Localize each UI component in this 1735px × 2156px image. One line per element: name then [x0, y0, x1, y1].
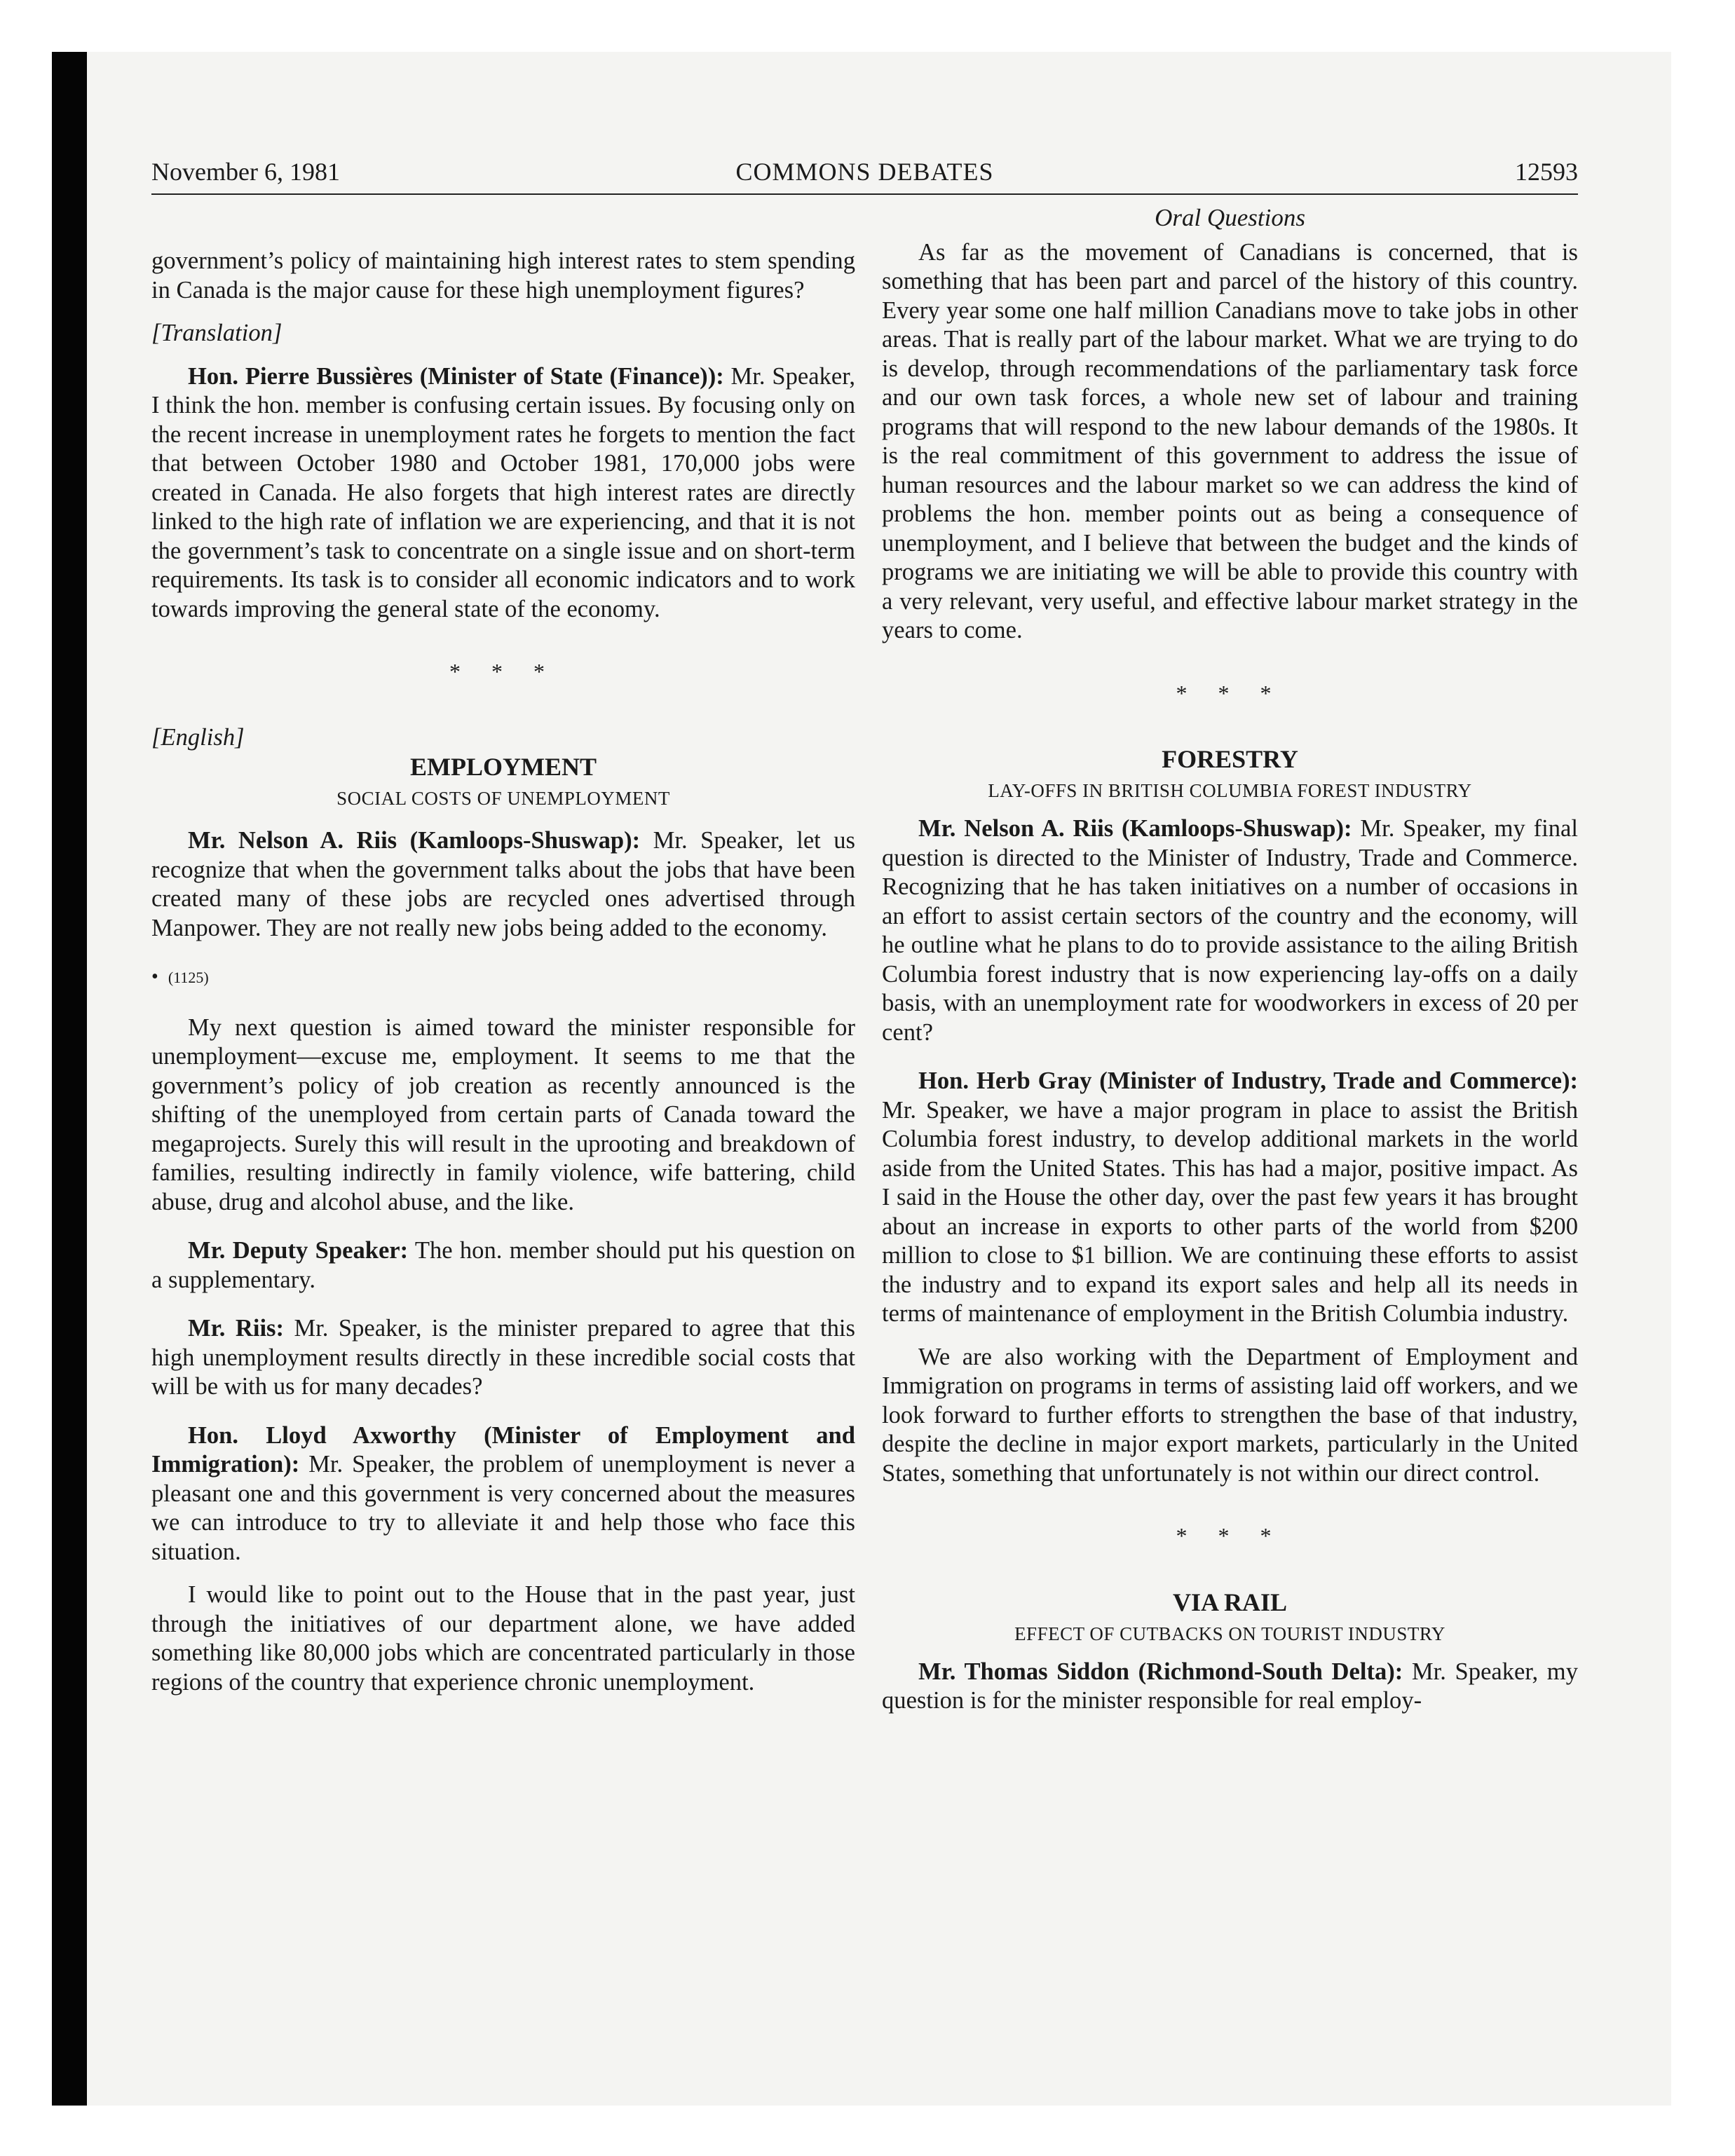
section-subtitle: LAY-OFFS IN BRITISH COLUMBIA FOREST INDUSTRY	[988, 780, 1472, 801]
header-publication: COMMONS DEBATES	[735, 158, 994, 186]
section-separator: * * *	[449, 659, 557, 684]
speaker-name: Mr. Nelson A. Riis (Kamloops-Shuswap):	[918, 815, 1352, 842]
speech-deputy-speaker	[151, 1236, 855, 1295]
speaker-name: Mr. Riis:	[188, 1315, 285, 1342]
left-column	[151, 247, 855, 1697]
right-column	[882, 203, 1578, 1716]
time-marker-text: (1125)	[168, 969, 209, 986]
speech-text: Mr. Speaker, my final question is directed to the Minister of Industry, Trade and Commerce. Recognizing that he has taken initiatives on a number of occasions in an effort to assist certain sectors of the country and the economy, will he outline what he plans to do to provide assistance to the ailing British Columbia forest industry that is now experiencing lay-offs on a daily basis, with an unemployment rate for woodworkers in excess of 20 per cent?	[882, 815, 1578, 1046]
bullet-icon: •	[151, 966, 158, 988]
speaker-name: Hon. Herb Gray (Minister of Industry, Trade and Commerce):	[918, 1067, 1578, 1094]
section-subtitle: SOCIAL COSTS OF UNEMPLOYMENT	[336, 788, 670, 809]
speech-text: Mr. Speaker, is the minister prepared to agree that this high unemployment results directly in these incredible social costs that will be with us for many decades?	[151, 1315, 855, 1400]
binding-edge	[52, 52, 87, 2106]
section-separator: * * *	[1176, 1523, 1284, 1548]
speaker-name: Mr. Nelson A. Riis (Kamloops-Shuswap):	[188, 827, 641, 854]
speech-text: Mr. Speaker, let us recognize that when the government talks about the jobs that have been created many of these jobs are recycled ones advertised through Manpower. They are not really new jobs being added to the economy.	[151, 827, 855, 941]
paragraph: As far as the movement of Canadians is concerned, that is something that has been part and parcel of the history of this country. Every year some one half million Canadians move to take jobs in other areas. That is really part of the labour market. What we are trying to do is develop, through recommendations of the parliamentary task force and our own task forces, a whole new set of labour and training programs that will respond to the new labour demands of the 1980s. It is the real commitment of this government to address the issue of human resources and the labour market so we can address the kind of problems the hon. member points out as being a consequence of unemployment, and I believe that between the budget and the kinds of programs we are initiating we will be able to provide this country with a very relevant, very useful, and effective labour market strategy in the years to come.	[882, 238, 1578, 643]
speech-siddon	[882, 1658, 1578, 1716]
section-title: EMPLOYMENT	[410, 753, 597, 781]
running-head: Oral Questions	[1155, 204, 1305, 231]
section-title: FORESTRY	[1162, 745, 1298, 773]
header-date: November 6, 1981	[151, 158, 340, 186]
paragraph: I would like to point out to the House that in the past year, just through the initiatives of our department alone, we have added something like 80,000 jobs which are concentrated particularly in those regions of the country that experience chronic unemployment.	[151, 1581, 855, 1696]
speech-riis-final	[882, 814, 1578, 1047]
speech-text: Mr. Speaker, I think the hon. member is confusing certain issues. By focusing only on the recent increase in unemployment rates he forgets to mention the fact that between October 1980 and October 1981, 170,000 jobs were created in Canada. He also forgets that high interest rates are directly linked to the high rate of inflation we are experiencing, and that it is not the government’s task to concentrate on a single issue and on short-term requirements. Its task is to consider all economic indicators and to work towards improving the general state of the economy.	[151, 362, 855, 622]
speech-text: The hon. member should put his question on a supplementary.	[151, 1237, 855, 1293]
speech-gray	[882, 1067, 1578, 1329]
header-page-number: 12593	[1515, 158, 1578, 186]
speech-text: Mr. Speaker, my question is for the minister responsible for real employ-	[882, 1658, 1578, 1714]
speech-bussieres	[151, 362, 855, 625]
speech-text: Mr. Speaker, the problem of unemployment is never a pleasant one and this government is very concerned about the measures we can introduce to try to alleviate it and help those who face this situation.	[151, 1451, 855, 1565]
page-header	[151, 157, 1578, 195]
translation-tag: [Translation]	[151, 320, 283, 346]
speech-riis-supplementary	[151, 1314, 855, 1402]
speech-axworthy	[151, 1421, 855, 1567]
speaker-name: Hon. Lloyd Axworthy (Minister of Employment and Immigration):	[151, 1421, 855, 1478]
time-marker	[151, 962, 855, 992]
paragraph: My next question is aimed toward the minister responsible for unemployment—excuse me, employment. It seems to me that the government’s policy of job creation as recently announced is the shifting of the unemployed from certain parts of Canada toward the megaprojects. Surely this will result in the uprooting and breakdown of families, resulting indirectly in family violence, wife battering, child abuse, drug and alcohol abuse, and the like.	[151, 1014, 855, 1215]
section-title: VIA RAIL	[1172, 1588, 1288, 1616]
paragraph: We are also working with the Department of Employment and Immigration on programs in terms of assisting laid off workers, and we look forward to further efforts to strengthen the base of that industry, despite the decline in major export markets, particularly in the United States, something that unfortunately is not within our direct control.	[882, 1343, 1578, 1487]
speaker-name: Hon. Pierre Bussières (Minister of State (Finance)):	[188, 362, 724, 390]
paragraph: government’s policy of maintaining high interest rates to stem spending in Canada is the major cause for these high unemployment figures?	[151, 247, 855, 303]
speech-riis	[151, 826, 855, 943]
speech-text: Mr. Speaker, we have a major program in place to assist the British Columbia forest industry, to develop additional markets in the world aside from the United States. This has had a major, positive impact. As I said in the House the other day, over the past few years it has brought about an increase in exports to other parts of the world from $200 million to close to $1 billion. We are continuing these efforts to assist the industry and to expand its export sales and help all its needs in terms of maintenance of employment in the British Columbia industry.	[882, 1096, 1578, 1327]
section-subtitle: EFFECT OF CUTBACKS ON TOURIST INDUSTRY	[1014, 1623, 1445, 1644]
speaker-name: Mr. Thomas Siddon (Richmond-South Delta):	[918, 1658, 1403, 1685]
english-tag: [English]	[151, 723, 245, 751]
speaker-name: Mr. Deputy Speaker:	[188, 1237, 409, 1264]
section-separator: * * *	[1176, 680, 1284, 706]
